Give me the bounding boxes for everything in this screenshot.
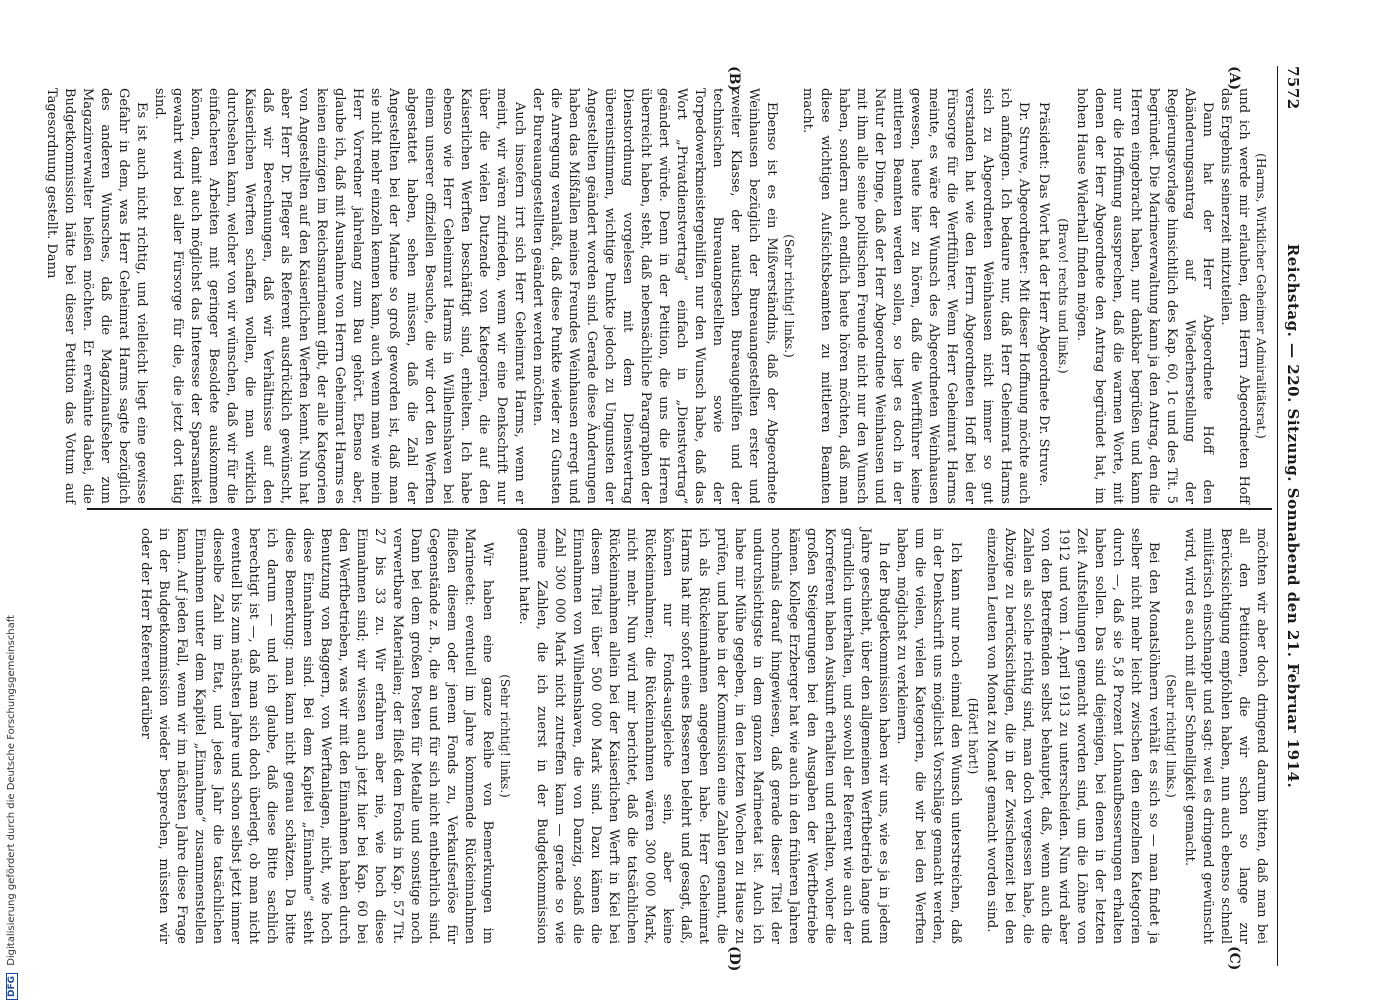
funding-note bbox=[6, 600, 18, 1000]
paragraph: In der Budgetkommission haben wir uns, wie es ja in jedem Jahre geschieht, über den allgemeinen Werftbetrieb lange und gründlich unterhalten, und sowohl der Referent wie auch der Korreferent haben Auskunft erhalten und erhalten, woher die großen Steigerungen bei den Ausgaben der Werftbetriebe kämen. Kollege Erzberger hat wie auch in den früheren Jahren nochmals darauf hingewiesen, daß gerade dieser Titel der undurchsichtigste in dem ganzen Marineetat ist. Auch ich habe mir Mühe gegeben, in den letzten Wochen zu Hause zu prüfen, und habe in der Kommission eine Zahlen genannt, die ich als Rückeinnahmen angegeben habe. Herr Geheimrat Harms hat mir sofort eines Besseren belehrt und gesagt, daß, können nur Fonds-ausgleiche sein, aber keine Rückeinnahmen; die Rückeinnahmen wären 300 000 Mark, nicht mehr. Nun wird mir berichtet, daß die tatsächlichen Rückeinnahmen allein bei der Kaiserlichen Werft in Kiel bei diesem Titel über 500 000 Mark sind. Dazu kämen die Einnahmen von Wilhelmshaven, die von Danzig, sodaß die Zahl 300 000 Mark nicht zutreffen kann — gerade so wie meine Zahlen, die ich zuerst in der Budgetkommission genannt hatte. bbox=[516, 528, 891, 944]
page-header bbox=[1278, 66, 1302, 966]
interjection: (Bravo! rechts und links.) bbox=[1056, 218, 1070, 374]
interjection: (Sehr richtig! links.) bbox=[782, 234, 796, 358]
rotated-page bbox=[44, 66, 1302, 972]
column-rule bbox=[87, 508, 1272, 510]
speaker-attribution: (Harms, Wirklicher Geheimer Admiralitätsrat.) bbox=[1254, 153, 1268, 439]
margin-marker-d: (D) bbox=[726, 946, 742, 972]
interjection: (Hört! hört!) bbox=[966, 697, 980, 775]
interjection: (Sehr richtig! links.) bbox=[498, 674, 512, 798]
header-rule bbox=[1277, 66, 1278, 966]
paragraph: Ich kann nur noch einmal den Wunsch unterstreichen, daß in der Denkschrift uns möglichst Vorschläge gemacht werden, um die vielen, vielen Kategorien, die wir bei den Werften haben, möglichst zu verkleinern. bbox=[894, 528, 963, 944]
margin-marker-c: (C) bbox=[1226, 946, 1242, 971]
margin-marker-b: (B) bbox=[726, 66, 742, 92]
paragraph: Auch insofern irrt sich Herr Geheimrat Harms, wenn er meint, wir wären zufrieden, wenn wir eine Denkschrift nur über die vielen Dutzende von Kategorien, die auf den Kaiserlichen Werften beschäftigt sind, erhielten. Ich habe ebenso wie Herr Geheimrat Harms in Wilhelmshaven bei einem unserer offiziellen Besuche, die wir dort den Werften abgestattet haben, sehen müssen, daß die Zahl der Angestellten bei der Marine so groß geworden ist, daß man sie nicht mehr einzeln kennen kann, auch wenn man wie mein Herr Vorredner jahrelang zum Bau gehört. Ebenso aber, glaube ich, daß mit Ausnahme von Herrn Geheimrat Harms es keinen einzigen im Reichsmarineamt gibt, der alle Kategorien von Angestellten auf den Kaiserlichen Werften kennt. Nun hat aber Herr Dr. Pfleger als Referent ausdrücklich gewünscht, daß wir Berechnungen, daß wir Verhältnisse auf den Kaiserlichen Werften schaffen wollen, die man wirklich durchsehen kann, welcher von wir wünschen, daß wir für die einfacheren Arbeiten mit geringer Besoldete auskommen können, damit auch möglichst das Interesse der Sparsamkeit gewahrt wird bei aller Fürsorge für die, die jetzt dort tätig sind. bbox=[152, 88, 527, 504]
margin-marker-a: (A) bbox=[1226, 66, 1242, 91]
paragraph: und ich werde mir erlauben, dem Herrn Abgeordneten Hoff das Ergebnis seinerzeit mitzuteilen. bbox=[1218, 88, 1251, 504]
paragraph: Bei den Monatslöhnern verhält es sich so — man findet ja selber nicht mehr leicht zwischen den einzelnen Kategorien durch —, daß sie 5,8 Prozent Lohnaufbesserungen erhalten haben sollen. Das sind diejenigen, bei denen in der letzten Zeit Aufstellungen gemacht worden sind, um die Löhne von 1912 und vom 1. April 1913 zu unterscheiden. Nun wird aber von den Betreffenden selbst behauptet, daß, wenn auch die Zahlen als solche richtig sind, man doch vergessen habe, die Abzüge zu berücksichtigen, die in der Zwischenzeit bei den einzelnen Leuten von Monat zu Monat gemacht worden sind. bbox=[984, 528, 1161, 944]
paragraph: Es ist auch nicht richtig, und vielleicht liegt eine gewisse Gefahr in dem, was Herr Geheimrat Harms sagte bezüglich des anderen Wunsches, daß die Magazinaufseher zum Magazinverwalter heißen möchten. Er erwähnte dabei, die Budgetkommission hätte bei dieser Petition das Votum auf Tagesordnung gestellt. Dann bbox=[44, 88, 149, 504]
page-title: Reichstag. — 220. Sitzung. Sonnabend den 21. Februar 1914. bbox=[1284, 243, 1302, 789]
funding-text: Digitalisierung gefördert durch die Deutsche Forschungsgemeinschaft bbox=[6, 614, 17, 966]
paragraph: Präsident: Das Wort hat der Herr Abgeordnete Dr. Struve. bbox=[1036, 102, 1051, 487]
dfg-logo: DFG bbox=[6, 973, 18, 1000]
paragraph: Dann hat der Herr Abgeordnete Hoff den Abänderungsantrag auf Wiederherstellung der Regierungsvorlage hinsichtlich des Kap. 60, 1c und des Tit. 5 begründet. Die Marineverwaltung kann ja den Antrag, den die Herren eingebracht haben, nur dankbar begrüßen und kann nur die Hoffnung aussprechen, daß die warmen Worte, mit denen der Herr Abgeordnete den Antrag begründet hat, im hohen Hause Widerhall finden mögen. bbox=[1074, 88, 1215, 504]
paragraph: Wir haben eine ganze Reihe von Bemerkungen im Marineetat: eventuell im Jahre kommende Rückeinnahmen fließen diesem oder jenem Fonds zu, Verkaufserlöse für Gegenstände z. B., die an und für sich nicht entbehrlich sind. Dann bei dem großen Posten für Metalle und sonstige noch verwertbare Materialien; der fließt dem Fonds in Kap. 57 Tit. 27 bis 33 zu. Wir erfahren aber nie, wie hoch diese Einnahmen sind; wir wissen auch jetzt hier bei Kap. 60 bei den Werftbetrieben, was wir mit den Einnahmen haben durch Benutzung von Baggern, von Werftanlagen, nicht, wie hoch diese Einnahmen sind. Bei dem Kapitel „Einnahme“ steht diese Bemerkung: man kann nicht genau schätzen. Da bitte ich darum — und ich glaube, daß diese Bitte sachlich berechtigt ist —, daß man sich doch überlegt, ob man nicht eventuell bis zum nächsten Jahre und schon selbst jetzt immer dieselbe Zahl im Etat, und jedes Jahr die tatsächlichen Einnahmen unter dem Kapitel „Einnahme“ zusammenstellen kann. Auf jeden Fall, wenn wir im nächsten Jahre diese Frage in der Budgetkommission wieder besprechen, müssten wir oder der Herr Referent darüber bbox=[138, 528, 495, 944]
page-number: 7572 bbox=[1284, 66, 1302, 110]
paragraph: Ebenso ist es ein Mißverständnis, daß der Abgeordnete Weinhausen bezüglich der Bureauangestellten erster und zweiter Klasse, der nautischen Bureaugehilfen und der technischen Bureauangestellten sowie der Torpedowerkmeistergehilfen nur den Wunsch habe, daß das Wort „Privatdienstvertrag“ einfach in „Dienstvertrag“ geändert würde. Denn in der Petition, die uns die Herren überreicht haben, steht, daß nebensächliche Paragraphen der Dienstordnung vorgelesen mit dem Dienstvertrag übereinstimmen, wichtige Punkte jedoch zu Ungunsten der Angestellten geändert worden sind. Gerade diese Änderungen haben das Mißfallen meines Freundes Weinhausen erregt und die Anregung veranlaßt, daß diese Punkte wieder zu Gunsten der Bureauangestellten geändert werden möchten. bbox=[530, 88, 779, 504]
left-column bbox=[44, 88, 1270, 504]
paragraph: möchten wir aber doch dringend darum bitten, daß man bei all den Petitionen, die wir schon so lange zur Berücksichtigung empfohlen haben, nun auch ebenso schnell militärisch einschnappt und sagt: weil es dringend gewünscht wird, wird es auch mit aller Schnelligkeit gemacht. bbox=[1182, 528, 1269, 944]
paragraph: Dr. Struve, Abgeordneter: Mit dieser Hoffnung möchte auch ich anfangen. Ich bedaure nur, daß Herr Geheimrat Harms sich zu Abgeordneten Weinhausen nicht immer so gut verstanden hat wie den Herrn Abgeordneten Hoff bei der Fürsorge für die Werftführer. Wenn Herr Geheimrat Harms meinte, es wäre der Wunsch des Abgeordneten Weinhausen gewesen, heute hier zu hören, daß die Werftführer keine mittleren Beamten werden sollen, so liegt es doch in der Natur der Dinge, daß der Herr Abgeordnete Weinhausen und mit ihm alle seine politischen Freunde nicht nur den Wunsch haben, sondern auch endlich heute hören möchten, daß man diese wichtigen Aufsichtsbeamten zu mittleren Beamten macht. bbox=[800, 88, 1031, 504]
interjection: (Sehr richtig! links.) bbox=[1164, 674, 1178, 798]
right-column bbox=[90, 528, 1270, 944]
